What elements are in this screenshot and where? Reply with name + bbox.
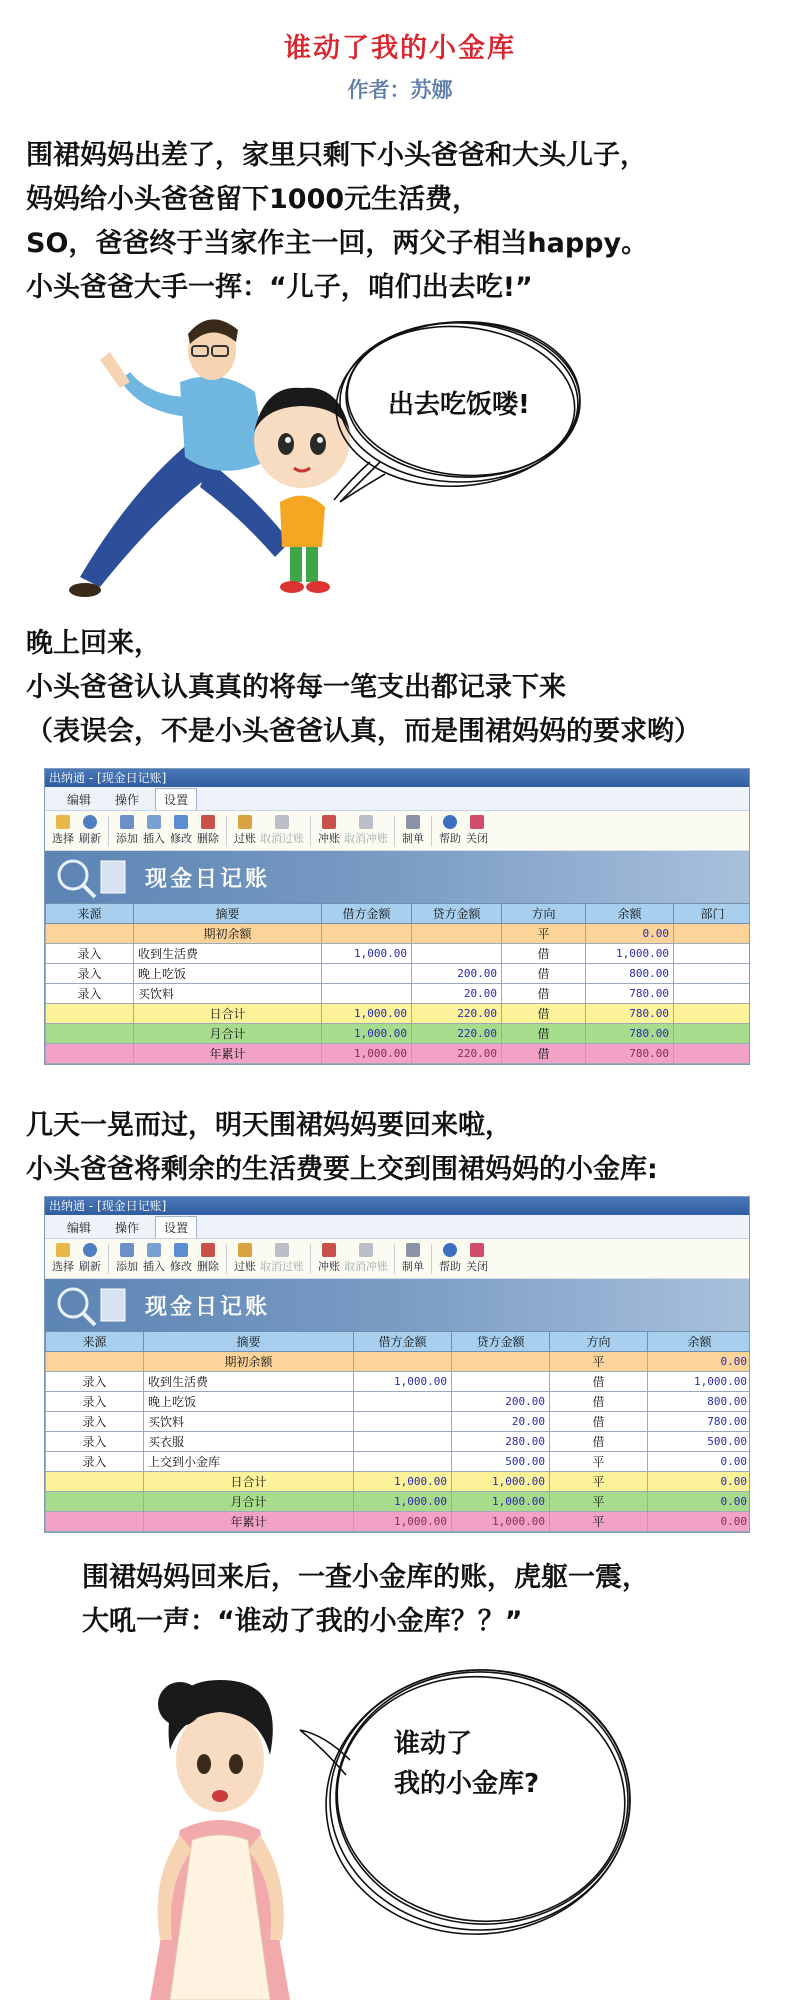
table-cell bbox=[674, 984, 751, 1004]
table-cell: 1,000.00 bbox=[322, 944, 412, 964]
column-header[interactable]: 方向 bbox=[502, 904, 586, 924]
table-cell: 录入 bbox=[46, 1412, 144, 1432]
menu-settings[interactable]: 设置 bbox=[155, 788, 197, 810]
table-cell: 1,000.00 bbox=[322, 1024, 412, 1044]
delete-icon bbox=[201, 815, 215, 829]
table-cell bbox=[322, 964, 412, 984]
menu-bar bbox=[45, 1215, 749, 1239]
evening-paragraph bbox=[26, 622, 701, 754]
table-cell bbox=[674, 944, 751, 964]
table-cell: 平 bbox=[550, 1452, 648, 1472]
banner-title: 现金日记账 bbox=[145, 867, 271, 892]
table-cell bbox=[674, 924, 751, 944]
close-icon bbox=[470, 815, 484, 829]
table-cell bbox=[322, 924, 412, 944]
table-cell: 1,000.00 bbox=[648, 1372, 751, 1392]
table-cell: 录入 bbox=[46, 964, 134, 984]
journal-banner bbox=[45, 1279, 749, 1331]
table-row[interactable] bbox=[46, 1024, 751, 1044]
intro-line: 围裙妈妈出差了，家里只剩下小头爸爸和大头儿子， bbox=[26, 140, 647, 171]
table-cell bbox=[412, 944, 502, 964]
table-cell: 1,000.00 bbox=[322, 1044, 412, 1064]
insert-button[interactable]: 插入 bbox=[142, 1243, 166, 1274]
add-button[interactable]: 添加 bbox=[115, 1243, 139, 1274]
table-cell bbox=[322, 984, 412, 1004]
mom-line: 围裙妈妈回来后，一查小金库的账，虎躯一震， bbox=[82, 1562, 649, 1593]
speech-bubble-text bbox=[394, 1724, 539, 1804]
table-cell bbox=[674, 1004, 751, 1024]
column-header[interactable]: 贷方金额 bbox=[452, 1332, 550, 1352]
evening-line: （表误会，不是小头爸爸认真，而是围裙妈妈的要求哟） bbox=[26, 716, 701, 747]
reverse-icon bbox=[322, 815, 336, 829]
table-cell: 晚上吃饭 bbox=[144, 1392, 354, 1412]
table-cell: 借 bbox=[502, 1004, 586, 1024]
mom-line: 大吼一声：“谁动了我的小金库？？” bbox=[82, 1606, 523, 1637]
add-icon bbox=[120, 1243, 134, 1257]
table-cell bbox=[452, 1372, 550, 1392]
refresh-icon bbox=[83, 1243, 97, 1257]
table-cell: 收到生活费 bbox=[144, 1372, 354, 1392]
select-button[interactable]: 选择 bbox=[51, 815, 75, 846]
reverse-button[interactable]: 冲账 bbox=[317, 815, 341, 846]
window-title: 出纳通 - [现金日记账] bbox=[45, 769, 749, 787]
table-cell: 期初余额 bbox=[144, 1352, 354, 1372]
table-cell: 0.00 bbox=[648, 1352, 751, 1372]
table-cell: 780.00 bbox=[586, 1024, 674, 1044]
cash-journal-window-1 bbox=[44, 768, 750, 1065]
author-line: 作者：苏娜 bbox=[347, 78, 453, 102]
post-icon bbox=[238, 1243, 252, 1257]
table-row[interactable] bbox=[46, 1512, 751, 1532]
table-row[interactable] bbox=[46, 924, 751, 944]
cancel-reverse-icon bbox=[359, 815, 373, 829]
reverse-icon bbox=[322, 1243, 336, 1257]
menu-edit[interactable]: 编辑 bbox=[67, 1221, 92, 1235]
table-cell: 借 bbox=[502, 1044, 586, 1064]
table-cell: 买饮料 bbox=[144, 1412, 354, 1432]
intro-line: SO，爸爸终于当家作主一回，两父子相当happy。 bbox=[26, 228, 649, 259]
help-button[interactable]: 帮助 bbox=[438, 1243, 462, 1274]
table-cell: 年累计 bbox=[144, 1512, 354, 1532]
table-cell: 借 bbox=[550, 1392, 648, 1412]
window-title: 出纳通 - [现金日记账] bbox=[45, 1197, 749, 1215]
delete-button[interactable]: 删除 bbox=[196, 815, 220, 846]
mom-illustration bbox=[120, 1640, 680, 2000]
table-cell: 1,000.00 bbox=[354, 1512, 452, 1532]
add-icon bbox=[120, 815, 134, 829]
table-cell: 780.00 bbox=[648, 1412, 751, 1432]
table-cell: 1,000.00 bbox=[354, 1372, 452, 1392]
toolbar bbox=[45, 1239, 749, 1279]
menu-settings[interactable]: 设置 bbox=[155, 1216, 197, 1238]
table-cell: 借 bbox=[502, 964, 586, 984]
table-cell: 0.00 bbox=[586, 924, 674, 944]
ledger-table-1 bbox=[45, 903, 750, 1064]
table-cell bbox=[46, 1024, 134, 1044]
table-cell: 220.00 bbox=[412, 1004, 502, 1024]
post-icon bbox=[238, 815, 252, 829]
table-cell: 1,000.00 bbox=[452, 1492, 550, 1512]
cancel-post-icon bbox=[275, 815, 289, 829]
table-cell: 日合计 bbox=[144, 1472, 354, 1492]
refresh-button[interactable]: 刷新 bbox=[78, 1243, 102, 1274]
column-header[interactable]: 余额 bbox=[648, 1332, 751, 1352]
table-cell bbox=[354, 1432, 452, 1452]
evening-line: 晚上回来， bbox=[26, 628, 161, 659]
table-cell bbox=[46, 1004, 134, 1024]
post-button[interactable]: 过账 bbox=[233, 815, 257, 846]
table-cell: 0.00 bbox=[648, 1492, 751, 1512]
refresh-icon bbox=[83, 815, 97, 829]
table-cell: 借 bbox=[502, 984, 586, 1004]
edit-button[interactable]: 修改 bbox=[169, 1243, 193, 1274]
column-header[interactable]: 来源 bbox=[46, 1332, 144, 1352]
bubble-line: 谁动了 bbox=[394, 1729, 473, 1759]
table-cell bbox=[674, 964, 751, 984]
table-cell bbox=[674, 1044, 751, 1064]
select-icon bbox=[56, 815, 70, 829]
table-cell: 1,000.00 bbox=[322, 1004, 412, 1024]
days-line: 小头爸爸将剩余的生活费要上交到围裙妈妈的小金库: bbox=[26, 1154, 658, 1185]
table-cell: 晚上吃饭 bbox=[134, 964, 322, 984]
column-header[interactable]: 贷方金额 bbox=[412, 904, 502, 924]
table-cell: 月合计 bbox=[144, 1492, 354, 1512]
edit-icon bbox=[174, 1243, 188, 1257]
speech-bubble-text: 出去吃饭喽! bbox=[388, 390, 530, 420]
table-cell: 500.00 bbox=[452, 1452, 550, 1472]
table-cell: 500.00 bbox=[648, 1432, 751, 1452]
post-button[interactable]: 过账 bbox=[233, 1243, 257, 1274]
table-cell bbox=[354, 1392, 452, 1412]
column-header[interactable]: 借方金额 bbox=[322, 904, 412, 924]
table-row[interactable] bbox=[46, 1492, 751, 1512]
intro-paragraph bbox=[26, 134, 648, 310]
table-cell: 平 bbox=[550, 1512, 648, 1532]
column-header[interactable]: 方向 bbox=[550, 1332, 648, 1352]
table-cell: 0.00 bbox=[648, 1452, 751, 1472]
help-icon bbox=[443, 1243, 457, 1257]
table-cell: 平 bbox=[502, 924, 586, 944]
help-icon bbox=[443, 815, 457, 829]
table-cell: 200.00 bbox=[452, 1392, 550, 1412]
select-icon bbox=[56, 1243, 70, 1257]
insert-icon bbox=[147, 815, 161, 829]
table-cell: 录入 bbox=[46, 1432, 144, 1452]
column-header[interactable]: 部门 bbox=[674, 904, 751, 924]
table-cell: 780.00 bbox=[586, 1044, 674, 1064]
table-cell: 录入 bbox=[46, 1452, 144, 1472]
cancel-post-button[interactable]: 取消过账 bbox=[260, 815, 304, 846]
ledger-table-2 bbox=[45, 1331, 750, 1532]
help-button[interactable]: 帮助 bbox=[438, 815, 462, 846]
delete-button[interactable]: 删除 bbox=[196, 1243, 220, 1274]
table-row[interactable] bbox=[46, 1452, 751, 1472]
table-row[interactable] bbox=[46, 1004, 751, 1024]
table-cell bbox=[46, 1352, 144, 1372]
table-cell bbox=[412, 924, 502, 944]
evening-line: 小头爸爸认认真真的将每一笔支出都记录下来 bbox=[26, 672, 566, 703]
cash-journal-window-2 bbox=[44, 1196, 750, 1533]
table-cell: 20.00 bbox=[412, 984, 502, 1004]
edit-icon bbox=[174, 815, 188, 829]
table-cell: 1,000.00 bbox=[354, 1492, 452, 1512]
intro-line: 小头爸爸大手一挥：“儿子，咱们出去吃!” bbox=[26, 272, 533, 303]
reverse-button[interactable]: 冲账 bbox=[317, 1243, 341, 1274]
voucher-icon bbox=[406, 1243, 420, 1257]
table-row[interactable] bbox=[46, 1352, 751, 1372]
table-cell: 借 bbox=[550, 1432, 648, 1452]
table-cell: 0.00 bbox=[648, 1472, 751, 1492]
column-header[interactable]: 摘要 bbox=[134, 904, 322, 924]
table-cell: 买饮料 bbox=[134, 984, 322, 1004]
cancel-reverse-button[interactable]: 取消冲账 bbox=[344, 815, 388, 846]
table-cell: 280.00 bbox=[452, 1432, 550, 1452]
journal-banner bbox=[45, 851, 749, 903]
table-cell: 录入 bbox=[46, 984, 134, 1004]
cancel-post-icon bbox=[275, 1243, 289, 1257]
column-header[interactable]: 来源 bbox=[46, 904, 134, 924]
table-cell: 借 bbox=[550, 1372, 648, 1392]
table-row[interactable] bbox=[46, 1372, 751, 1392]
table-row[interactable] bbox=[46, 944, 751, 964]
column-header[interactable]: 摘要 bbox=[144, 1332, 354, 1352]
table-cell: 0.00 bbox=[648, 1512, 751, 1532]
table-cell: 日合计 bbox=[134, 1004, 322, 1024]
table-cell: 800.00 bbox=[586, 964, 674, 984]
close-button[interactable]: 关闭 bbox=[465, 815, 489, 846]
table-cell: 借 bbox=[550, 1412, 648, 1432]
close-button[interactable]: 关闭 bbox=[465, 1243, 489, 1274]
table-cell: 平 bbox=[550, 1472, 648, 1492]
magnifier-icon bbox=[51, 855, 131, 899]
add-button[interactable]: 添加 bbox=[115, 815, 139, 846]
table-cell bbox=[354, 1352, 452, 1372]
select-button[interactable]: 选择 bbox=[51, 1243, 75, 1274]
menu-operate[interactable]: 操作 bbox=[115, 793, 140, 807]
table-cell: 平 bbox=[550, 1352, 648, 1372]
table-cell: 期初余额 bbox=[134, 924, 322, 944]
days-paragraph bbox=[26, 1104, 658, 1192]
cancel-reverse-button[interactable]: 取消冲账 bbox=[344, 1243, 388, 1274]
table-cell: 780.00 bbox=[586, 984, 674, 1004]
column-header[interactable]: 借方金额 bbox=[354, 1332, 452, 1352]
table-cell bbox=[46, 1472, 144, 1492]
toolbar bbox=[45, 811, 749, 851]
table-cell bbox=[452, 1352, 550, 1372]
table-row[interactable] bbox=[46, 1412, 751, 1432]
table-cell: 买衣服 bbox=[144, 1432, 354, 1452]
table-cell: 800.00 bbox=[648, 1392, 751, 1412]
banner-title: 现金日记账 bbox=[145, 1295, 271, 1320]
voucher-button[interactable]: 制单 bbox=[401, 815, 425, 846]
table-cell bbox=[354, 1412, 452, 1432]
table-cell: 上交到小金库 bbox=[144, 1452, 354, 1472]
mom-paragraph bbox=[82, 1556, 649, 1644]
cancel-reverse-icon bbox=[359, 1243, 373, 1257]
table-cell: 录入 bbox=[46, 1392, 144, 1412]
delete-icon bbox=[201, 1243, 215, 1257]
table-cell: 收到生活费 bbox=[134, 944, 322, 964]
table-cell: 1,000.00 bbox=[586, 944, 674, 964]
cancel-post-button[interactable]: 取消过账 bbox=[260, 1243, 304, 1274]
table-cell bbox=[46, 1044, 134, 1064]
table-cell: 录入 bbox=[46, 1372, 144, 1392]
table-row[interactable] bbox=[46, 984, 751, 1004]
insert-button[interactable]: 插入 bbox=[142, 815, 166, 846]
table-row[interactable] bbox=[46, 964, 751, 984]
father-son-illustration bbox=[40, 312, 600, 612]
table-row[interactable] bbox=[46, 1044, 751, 1064]
intro-line: 妈妈给小头爸爸留下1000元生活费， bbox=[26, 184, 480, 215]
table-cell: 借 bbox=[502, 1024, 586, 1044]
table-cell: 220.00 bbox=[412, 1024, 502, 1044]
close-icon bbox=[470, 1243, 484, 1257]
table-cell: 平 bbox=[550, 1492, 648, 1512]
column-header[interactable]: 余额 bbox=[586, 904, 674, 924]
table-cell: 借 bbox=[502, 944, 586, 964]
menu-operate[interactable]: 操作 bbox=[115, 1221, 140, 1235]
table-cell: 月合计 bbox=[134, 1024, 322, 1044]
voucher-icon bbox=[406, 815, 420, 829]
mom-cartoon bbox=[120, 1640, 680, 2000]
table-cell: 1,000.00 bbox=[452, 1512, 550, 1532]
page-title: 谁动了我的小金库 bbox=[284, 33, 516, 64]
menu-bar bbox=[45, 787, 749, 811]
table-cell: 年累计 bbox=[134, 1044, 322, 1064]
table-cell bbox=[46, 1512, 144, 1532]
days-line: 几天一晃而过，明天围裙妈妈要回来啦， bbox=[26, 1110, 512, 1141]
insert-icon bbox=[147, 1243, 161, 1257]
table-cell: 200.00 bbox=[412, 964, 502, 984]
table-cell: 780.00 bbox=[586, 1004, 674, 1024]
table-cell: 1,000.00 bbox=[354, 1472, 452, 1492]
edit-button[interactable]: 修改 bbox=[169, 815, 193, 846]
menu-edit[interactable]: 编辑 bbox=[67, 793, 92, 807]
table-cell bbox=[46, 924, 134, 944]
table-cell bbox=[46, 1492, 144, 1512]
magnifier-icon bbox=[51, 1283, 131, 1327]
table-row[interactable] bbox=[46, 1472, 751, 1492]
bubble-line: 我的小金库? bbox=[394, 1769, 540, 1799]
table-cell bbox=[674, 1024, 751, 1044]
refresh-button[interactable]: 刷新 bbox=[78, 815, 102, 846]
voucher-button[interactable]: 制单 bbox=[401, 1243, 425, 1274]
father-son-cartoon bbox=[40, 312, 600, 612]
table-cell: 20.00 bbox=[452, 1412, 550, 1432]
table-row[interactable] bbox=[46, 1432, 751, 1452]
table-cell: 录入 bbox=[46, 944, 134, 964]
table-cell: 220.00 bbox=[412, 1044, 502, 1064]
table-cell bbox=[354, 1452, 452, 1472]
table-cell: 1,000.00 bbox=[452, 1472, 550, 1492]
table-row[interactable] bbox=[46, 1392, 751, 1412]
